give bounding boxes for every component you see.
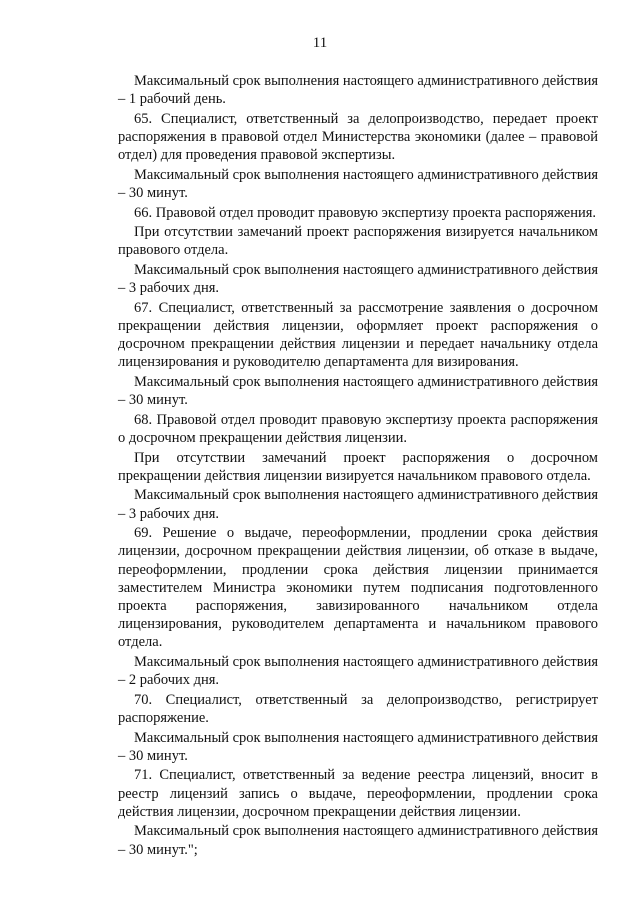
paragraph: 69. Решение о выдаче, переоформлении, продлении срока действия лицензии, досрочном прекращении действия лицензии, об отказе в выдаче, переоформлении, продлении срока действия лицензии принимается заместителем Министра экономики путем подписания подготовленного проекта распоряжения, завизированного начальником отдела лицензирования, руководителем департамента и начальником правового отдела.	[118, 525, 598, 651]
document-body	[118, 72, 598, 859]
paragraph: Максимальный срок выполнения настоящего административного действия – 30 минут.	[118, 373, 598, 409]
page-number: 11	[312, 35, 328, 51]
paragraph: Максимальный срок выполнения настоящего административного действия – 2 рабочих дня.	[118, 653, 598, 689]
paragraph: 67. Специалист, ответственный за рассмотрение заявления о досрочном прекращении действия лицензии, оформляет проект распоряжения о досрочном прекращении действия лицензии и передает начальнику отдела лицензирования и руководителю департамента для визирования.	[118, 299, 598, 371]
paragraph: Максимальный срок выполнения настоящего административного действия – 3 рабочих дня.	[118, 261, 598, 297]
paragraph: Максимальный срок выполнения настоящего административного действия – 30 минут.	[118, 729, 598, 764]
paragraph: Максимальный срок выполнения настоящего административного действия – 3 рабочих дня.	[118, 487, 598, 522]
paragraph: Максимальный срок выполнения настоящего административного действия – 30 минут.";	[118, 823, 598, 858]
paragraph: При отсутствии замечаний проект распоряжения о досрочном прекращении действия лицензии визируется начальником правового отдела.	[118, 449, 598, 484]
paragraph: Максимальный срок выполнения настоящего административного действия – 1 рабочий день.	[118, 73, 598, 108]
paragraph: 66. Правовой отдел проводит правовую экспертизу проекта распоряжения.	[134, 204, 597, 221]
paragraph: 68. Правовой отдел проводит правовую экспертизу проекта распоряжения о досрочном прекращении действия лицензии.	[118, 411, 598, 446]
paragraph: 65. Специалист, ответственный за делопроизводство, передает проект распоряжения в правовой отдел Министерства экономики (далее – правовой отдел) для проведения правовой экспертизы.	[118, 110, 598, 164]
paragraph: 71. Специалист, ответственный за ведение реестра лицензий, вносит в реестр лицензий запись о выдаче, переоформлении, продлении срока действия лицензии, досрочном прекращении действия лицензии.	[118, 767, 598, 820]
paragraph: 70. Специалист, ответственный за делопроизводство, регистрирует распоряжение.	[118, 691, 598, 726]
paragraph: При отсутствии замечаний проект распоряжения визируется начальником правового отдела.	[118, 224, 598, 259]
paragraph: Максимальный срок выполнения настоящего административного действия – 30 минут.	[118, 166, 598, 201]
